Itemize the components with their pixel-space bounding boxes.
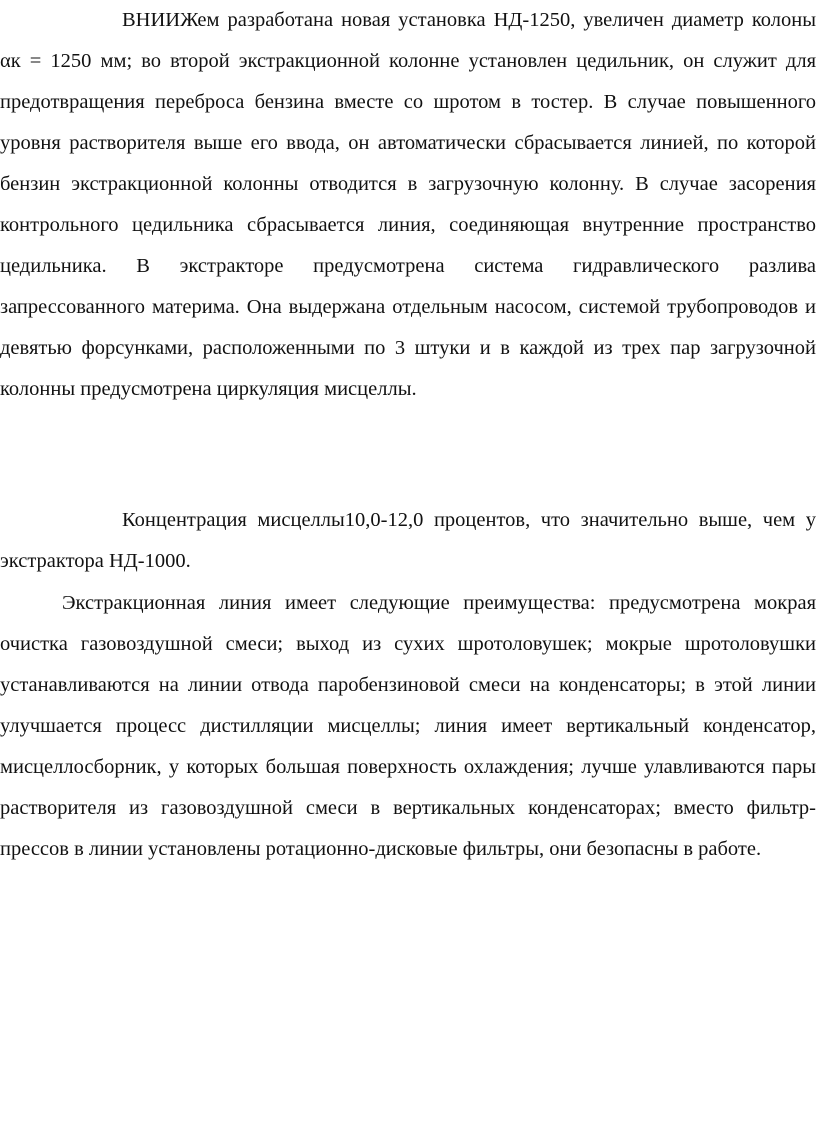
paragraph-extraction-line-advantages: Экстракционная линия имеет следующие преимущества: предусмотрена мокрая очистка газовоздушной смеси; выход из сухих шротоловушек; мокрые шротоловушки устанавливаются на линии отвода паробензиновой смеси на конденсаторы; в этой линии улучшается процесс дистилляции мисцеллы; линия имеет вертикальный конденсатор, мисцеллосборник, у которых большая поверхность охлаждения; лучше улавливаются пары растворителя из газовоздушной смеси в вертикальных конденсаторах; вместо фильтр-прессов в линии установлены ротационно-дисковые фильтры, они безопасны в работе.	[0, 592, 816, 860]
paragraph-miscella-concentration: Концентрация мисцеллы10,0-12,0 процентов, что значительно выше, чем у экстрактора НД-1000.	[0, 509, 816, 572]
paragraph-nd1250-description: ВНИИЖем разработана новая установка НД-1250, увеличен диаметр колоны αк = 1250 мм; во второй экстракционной колонне установлен цедильник, он служит для предотвращения переброса бензина вместе со шротом в тостер. В случае повышенного уровня растворителя выше его ввода, он автоматически сбрасывается линией, по которой бензин экстракционной колонны отводится в загрузочную колонну. В случае засорения контрольного цедильника сбрасывается линия, соединяющая внутренние пространство цедильника. В экстракторе предусмотрена система гидравлического разлива запрессованного материма. Она выдержана отдельным насосом, системой трубопроводов и девятью форсунками, расположенными по 3 штуки и в каждой из трех пар загрузочной колонны предусмотрена циркуляция мисцеллы.	[0, 9, 816, 400]
